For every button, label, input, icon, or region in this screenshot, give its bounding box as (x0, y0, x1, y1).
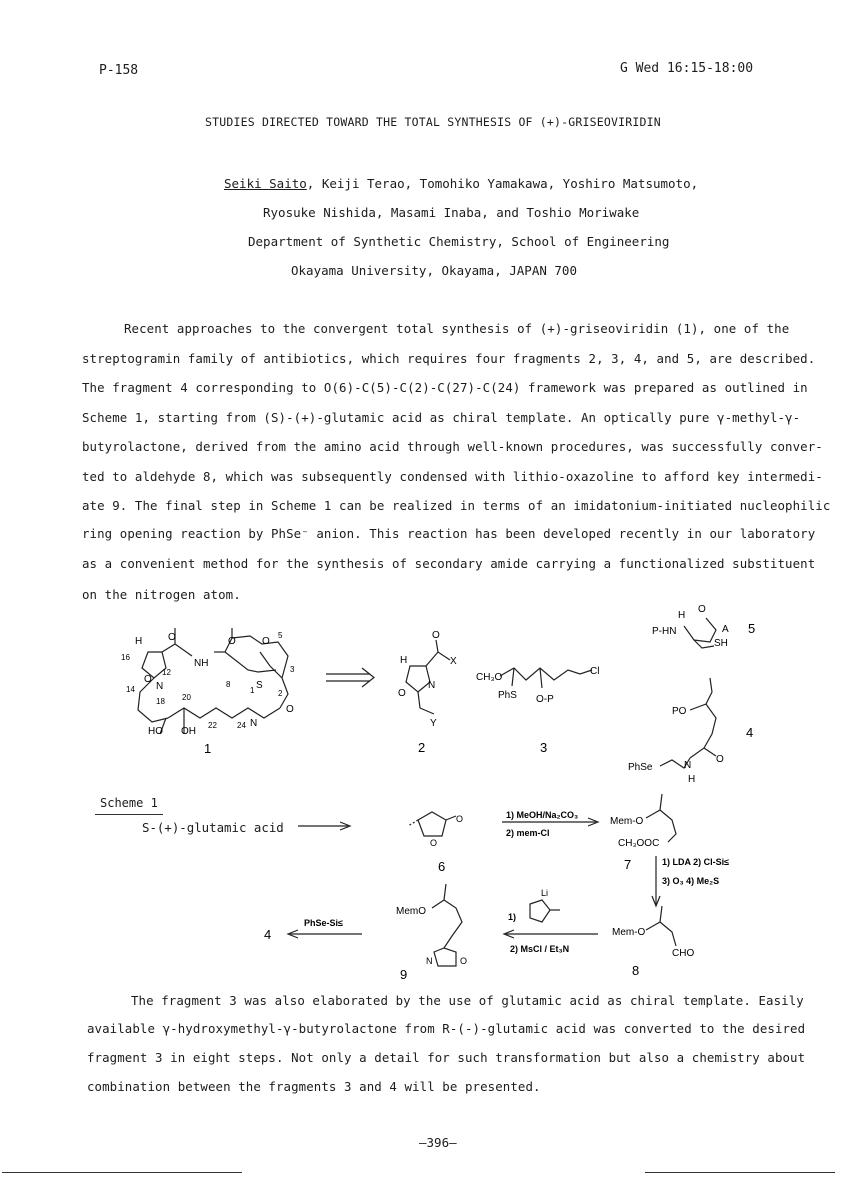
scheme-label: Scheme 1 (100, 796, 158, 810)
atom-label-h: H (135, 636, 143, 647)
compound-number-1: 1 (204, 741, 212, 756)
abstract-line: as a convenient method for the synthesis of secondary amide carrying a functionalized substituent (82, 556, 816, 571)
retrosynthesis-arrow (326, 668, 374, 687)
fragment-2-structure (406, 640, 450, 714)
atom-label-n: N (428, 680, 436, 691)
atom-label-po: PO (672, 706, 687, 717)
atom-number: 14 (126, 685, 135, 694)
atom-label-y: Y (430, 718, 437, 729)
reagent-label: 1) (508, 912, 517, 922)
atom-label-ho: HO (148, 726, 163, 737)
reaction-arrow (288, 930, 362, 938)
coauthors-1: , Keiji Terao, Tomohiko Yamakawa, Yoshiro Matsumoto, (306, 176, 699, 191)
atom-number: 1 (250, 686, 255, 695)
atom-label-n: N (156, 681, 164, 692)
atom-label-phse: PhSe (628, 762, 653, 773)
paper-title: STUDIES DIRECTED TOWARD THE TOTAL SYNTHESIS OF (+)-GRISEOVIRIDIN (205, 115, 661, 129)
atom-number: 22 (208, 721, 217, 730)
lithio-oxazoline-structure (530, 900, 560, 922)
atom-label-cho: CHO (672, 948, 695, 959)
reagent-label: 2) MsCl / Et₃N (510, 944, 570, 954)
abstract-line: Scheme 1, starting from (S)-(+)-glutamic acid as chiral template. An optically pure γ-methyl-γ- (82, 410, 801, 425)
compound-6-structure (408, 812, 456, 836)
scheme-start-material: S-(+)-glutamic acid (142, 820, 284, 835)
reaction-arrow (652, 856, 660, 906)
atom-number: 24 (237, 721, 246, 730)
abstract-line: Recent approaches to the convergent total synthesis of (+)-griseoviridin (1), one of the (124, 321, 790, 336)
atom-label-o: O (144, 674, 152, 685)
atom-label-o: O (456, 814, 464, 824)
atom-number: 3 (290, 665, 295, 674)
presenting-author: Seiki Saito (224, 176, 307, 191)
atom-number: 5 (278, 631, 283, 640)
reaction-arrow (504, 930, 598, 938)
abstract-line: ring opening reaction by PhSe⁻ anion. This reaction has been developed recently in our laboratory (82, 526, 816, 541)
atom-label-h: H (400, 655, 408, 666)
atom-label-a: A (722, 624, 729, 635)
compound-number-2: 2 (418, 740, 426, 755)
atom-label-sh: SH (714, 638, 728, 649)
affiliation-line-1: Department of Synthetic Chemistry, School of Engineering (248, 234, 670, 249)
abstract-line: on the nitrogen atom. (82, 587, 241, 602)
atom-label-n: N (426, 956, 433, 966)
affiliation-line-2: Okayama University, Okayama, JAPAN 700 (291, 263, 577, 278)
atom-label-nh: NH (194, 658, 209, 669)
footer-rule-right (645, 1172, 835, 1173)
atom-label-o: O (168, 632, 176, 643)
closing-line: available γ-hydroxymethyl-γ-butyrolactone from R-(-)-glutamic acid was converted to the desired (87, 1021, 806, 1036)
reaction-arrow (298, 822, 350, 830)
reagent-label: 1) MeOH/Na₂CO₃ (506, 810, 579, 820)
atom-label-o: O (698, 604, 706, 615)
fragment-structures-figure (0, 600, 850, 800)
atom-number: 16 (121, 653, 130, 662)
compound-number-9: 9 (400, 967, 408, 982)
atom-label-x: X (450, 656, 457, 667)
compound-9-structure (432, 884, 462, 966)
scheme-1-diagram (0, 780, 850, 990)
reagent-label: 3) O₃ 4) Me₂S (662, 876, 720, 886)
atom-number: 8 (226, 680, 231, 689)
compound-number-6: 6 (438, 859, 446, 874)
fragment-3-structure (500, 668, 592, 688)
footer-rule-left (2, 1172, 242, 1173)
atom-label-o: O (228, 636, 236, 647)
atom-number: 2 (278, 689, 283, 698)
atom-label-cl: Cl (590, 666, 600, 677)
atom-label-li: Li (541, 888, 549, 898)
atom-label-memo: MemO (396, 906, 426, 917)
fragment-4-structure (660, 678, 716, 768)
compound-number-7: 7 (624, 857, 632, 872)
atom-label-h: H (688, 774, 696, 785)
abstract-line: The fragment 4 corresponding to O(6)-C(5)-C(2)-C(27)-C(24) framework was prepared as outlined in (82, 380, 808, 395)
atom-label-h: H (678, 610, 686, 621)
abstract-line: ted to aldehyde 8, which was subsequently condensed with lithio-oxazoline to afford key intermedi- (82, 469, 823, 484)
atom-number: 18 (156, 697, 165, 706)
atom-label-mem-o: Mem-O (610, 816, 644, 827)
atom-label-o: O (460, 956, 468, 966)
reagent-label: PhSe-Si≤ (304, 918, 343, 928)
abstract-line: butyrolactone, derived from the amino acid through well-known procedures, was successfully conver- (82, 439, 823, 454)
atom-label-op: O-P (536, 694, 554, 705)
atom-label-phn: P-HN (652, 626, 677, 637)
atom-label-o: O (398, 688, 406, 699)
authors-line-2: Ryosuke Nishida, Masami Inaba, and Toshio Moriwake (263, 205, 640, 220)
atom-label-phs: PhS (498, 690, 517, 701)
atom-label-ch3o: CH₃O (476, 672, 503, 683)
atom-label-mem-o: Mem-O (612, 927, 646, 938)
atom-label-o: O (432, 630, 440, 641)
abstract-line: ate 9. The final step in Scheme 1 can be realized in terms of an imidatonium-initiated nucleophilic (82, 498, 831, 513)
compound-number-8: 8 (632, 963, 640, 978)
compound-number-4: 4 (746, 725, 754, 740)
atom-number: 12 (162, 668, 171, 677)
reagent-label: 2) mem-Cl (506, 828, 550, 838)
compound-7-structure (646, 794, 676, 842)
fragment-5-structure (684, 618, 716, 648)
session-time: G Wed 16:15-18:00 (620, 61, 754, 76)
atom-label-n: N (684, 760, 692, 771)
atom-label-o: O (716, 754, 724, 765)
compound-number-3: 3 (540, 740, 548, 755)
compound-number-4: 4 (264, 927, 272, 942)
atom-label-o: O (430, 838, 438, 848)
atom-label-ch3ooc: CH₃OOC (618, 838, 660, 849)
reagent-label: 1) LDA 2) Cl-Si≤ (662, 857, 730, 867)
poster-id: P-158 (99, 63, 139, 78)
closing-line: The fragment 3 was also elaborated by the use of glutamic acid as chiral template. Easily (131, 993, 804, 1008)
closing-line: fragment 3 in eight steps. Not only a detail for such transformation but also a chemistry about (87, 1050, 806, 1065)
atom-label-o: O (286, 704, 294, 715)
compound-number-5: 5 (748, 621, 756, 636)
atom-label-o: O (262, 636, 270, 647)
atom-label-s: S (256, 680, 263, 691)
atom-label-nh: N (250, 718, 258, 729)
atom-label-oh: OH (181, 726, 196, 737)
page-number: —396— (419, 1135, 457, 1150)
compound-8-structure (646, 906, 676, 946)
atom-number: 20 (182, 693, 191, 702)
abstract-line: streptogramin family of antibiotics, which requires four fragments 2, 3, 4, and 5, are described. (82, 351, 816, 366)
authors-line-1 (224, 176, 698, 191)
closing-line: combination between the fragments 3 and 4 will be presented. (87, 1079, 541, 1094)
